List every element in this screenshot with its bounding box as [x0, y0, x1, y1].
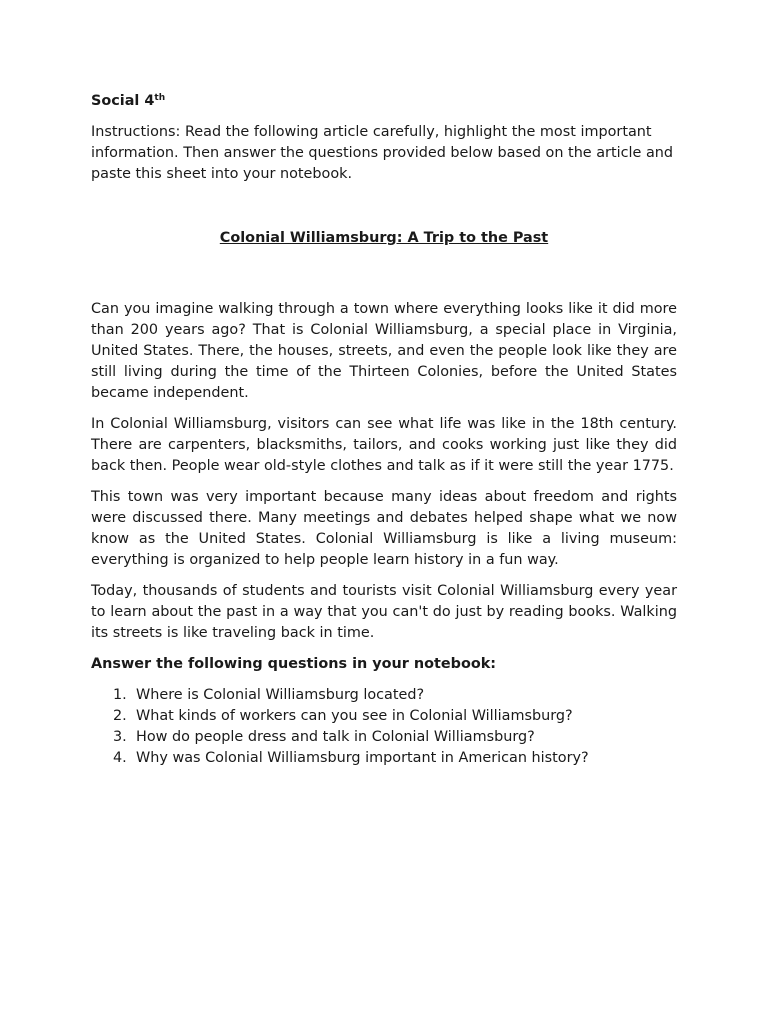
article-paragraph: In Colonial Williamsburg, visitors can see what life was like in the 18th century. There are carpenters, blacksmiths, tailors, and cooks working just like they did back then. People wear old-style clothes and talk as if it were still the year 1775.: [91, 416, 677, 474]
article-title: Colonial Williamsburg: A Trip to the Past: [219, 230, 549, 246]
question-text: Why was Colonial Williamsburg important in American history?: [136, 750, 589, 766]
article-body: [91, 299, 677, 644]
instructions-text: Instructions: Read the following article carefully, highlight the most important information. Then answer the questions provided below based on the article and paste this sheet into your notebook.: [91, 124, 674, 182]
question-number: 4.: [113, 750, 127, 766]
question-number: 2.: [113, 708, 127, 724]
question-item: [113, 685, 677, 706]
heading-superscript: th: [154, 93, 166, 103]
question-text: Where is Colonial Williamsburg located?: [136, 687, 425, 703]
question-item: [113, 706, 677, 727]
question-text: How do people dress and talk in Colonial Williamsburg?: [136, 729, 535, 745]
questions-list: [91, 685, 677, 769]
question-item: [113, 748, 677, 769]
document-heading: [91, 92, 677, 111]
article-paragraph: This town was very important because many ideas about freedom and rights were discussed there. Many meetings and debates helped shape what we now know as the United States. Colonial Williamsburg is like a living museum: everything is organized to help people learn history in a fun way.: [91, 489, 677, 568]
questions-heading: Answer the following questions in your notebook:: [91, 656, 497, 672]
question-text: What kinds of workers can you see in Colonial Williamsburg?: [136, 708, 573, 724]
question-number: 3.: [113, 729, 127, 745]
question-number: 1.: [113, 687, 127, 703]
question-item: [113, 727, 677, 748]
article-paragraph: Can you imagine walking through a town where everything looks like it did more than 200 years ago? That is Colonial Williamsburg, a special place in Virginia, United States. There, the houses, streets, and even the people look like they are still living during the time of the Thirteen Colonies, before the United States became independent.: [91, 301, 677, 401]
heading-text: Social 4: [91, 93, 155, 109]
article-paragraph: Today, thousands of students and tourists visit Colonial Williamsburg every year to learn about the past in a way that you can't do just by reading books. Walking its streets is like traveling back in time.: [91, 583, 677, 641]
